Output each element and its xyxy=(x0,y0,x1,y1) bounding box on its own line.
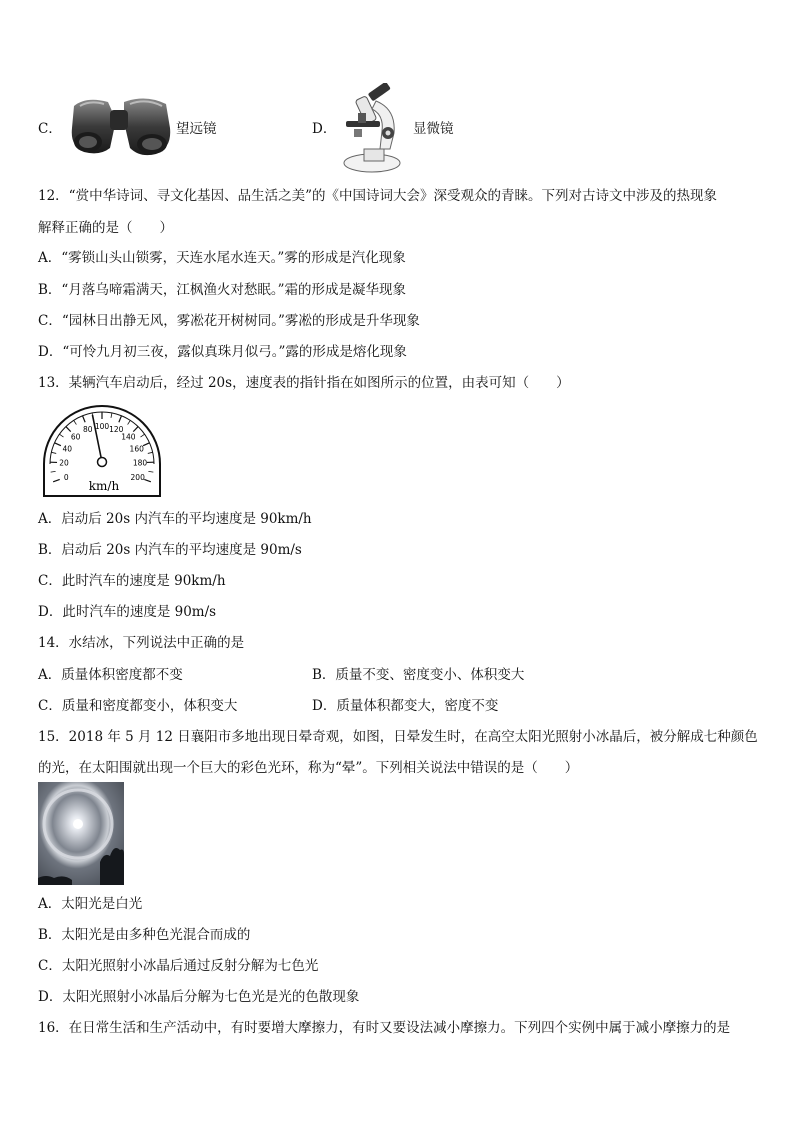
q15-option-b: B．太阳光是由多种色光混合而成的 xyxy=(38,927,251,943)
gauge-tick-label: 100 xyxy=(94,422,110,431)
option-d-letter: D． xyxy=(312,121,337,137)
option-d-label: 显微镜 xyxy=(413,121,454,137)
q13-option-a: A．启动后 20s 内汽车的平均速度是 90km/h xyxy=(38,511,312,527)
q13-stem: 13．某辆汽车启动后，经过 20s，速度表的指针指在如图所示的位置，由表可知（ ） xyxy=(38,375,570,391)
q15-option-d: D．太阳光照射小冰晶后分解为七色光是光的色散现象 xyxy=(38,989,360,1005)
gauge-tick-label: 140 xyxy=(121,432,136,442)
gauge-tick-label: 200 xyxy=(130,472,145,482)
microscope-image xyxy=(340,83,410,175)
gauge-tick-label: 120 xyxy=(109,424,124,434)
q13-option-b: B．启动后 20s 内汽车的平均速度是 90m/s xyxy=(38,542,302,558)
q15-option-c: C．太阳光照射小冰晶后通过反射分解为七色光 xyxy=(38,958,319,974)
gauge-unit-label: km/h xyxy=(88,479,120,493)
gauge-tick-label: 40 xyxy=(62,444,73,454)
q12-option-a: A．“雾锁山头山锁雾，天连水尾水连天。”雾的形成是汽化现象 xyxy=(38,250,406,266)
q14-option-c: C．质量和密度都变小，体积变大 xyxy=(38,698,238,714)
q13-option-d: D．此时汽车的速度是 90m/s xyxy=(38,604,217,620)
q14-option-b: B．质量不变、密度变小、体积变大 xyxy=(312,667,525,683)
gauge-pivot xyxy=(98,458,107,467)
q14-option-d: D．质量体积都变大，密度不变 xyxy=(312,698,499,714)
q12-option-d: D．“可怜九月初三夜，露似真珠月似弓。”露的形成是熔化现象 xyxy=(38,344,407,360)
gauge-tick-label: 80 xyxy=(82,424,93,434)
option-c-letter: C． xyxy=(38,121,62,137)
gauge-tick-label: 180 xyxy=(132,458,148,468)
q12-stem-line1: 12．“赏中华诗词、寻文化基因、品生活之美”的《中国诗词大会》深受观众的青睐。下列对古诗文中涉及的热现象 xyxy=(38,188,717,204)
gauge-tick-label: 60 xyxy=(70,432,81,442)
gauge-tick-label: 0 xyxy=(63,472,69,482)
q16-stem: 16．在日常生活和生产活动中，有时要增大摩擦力，有时又要设法减小摩擦力。下列四个实例中属于减小摩擦力的是 xyxy=(38,1020,731,1036)
q13-option-c: C．此时汽车的速度是 90km/h xyxy=(38,573,226,589)
q15-stem-line1: 15．2018 年 5 月 12 日襄阳市多地出现日晕奇观，如图，日晕发生时，在高空太阳光照射小冰晶后，被分解成七种颜色 xyxy=(38,729,758,745)
q12-option-c: C．“园林日出静无风，雾凇花开树树同。”雾凇的形成是升华现象 xyxy=(38,313,420,329)
q12-stem-line2: 解释正确的是（ ） xyxy=(38,220,173,236)
gauge-tick-label: 20 xyxy=(59,458,69,468)
q14-option-a: A．质量体积密度都不变 xyxy=(38,667,183,683)
binoculars-image xyxy=(66,92,176,158)
gauge-tick-label: 160 xyxy=(129,444,144,454)
option-c-label: 望远镜 xyxy=(176,121,217,137)
q14-stem: 14．水结冰，下列说法中正确的是 xyxy=(38,635,245,651)
q12-option-b: B．“月落乌啼霜满天，江枫渔火对愁眠。”霜的形成是凝华现象 xyxy=(38,282,406,298)
speedometer-gauge xyxy=(40,404,164,500)
q15-stem-line2: 的光，在太阳围就出现一个巨大的彩色光环，称为“晕”。下列相关说法中错误的是（ ） xyxy=(38,760,579,776)
sun-halo-photo xyxy=(38,782,124,885)
q15-option-a: A．太阳光是白光 xyxy=(38,896,143,912)
